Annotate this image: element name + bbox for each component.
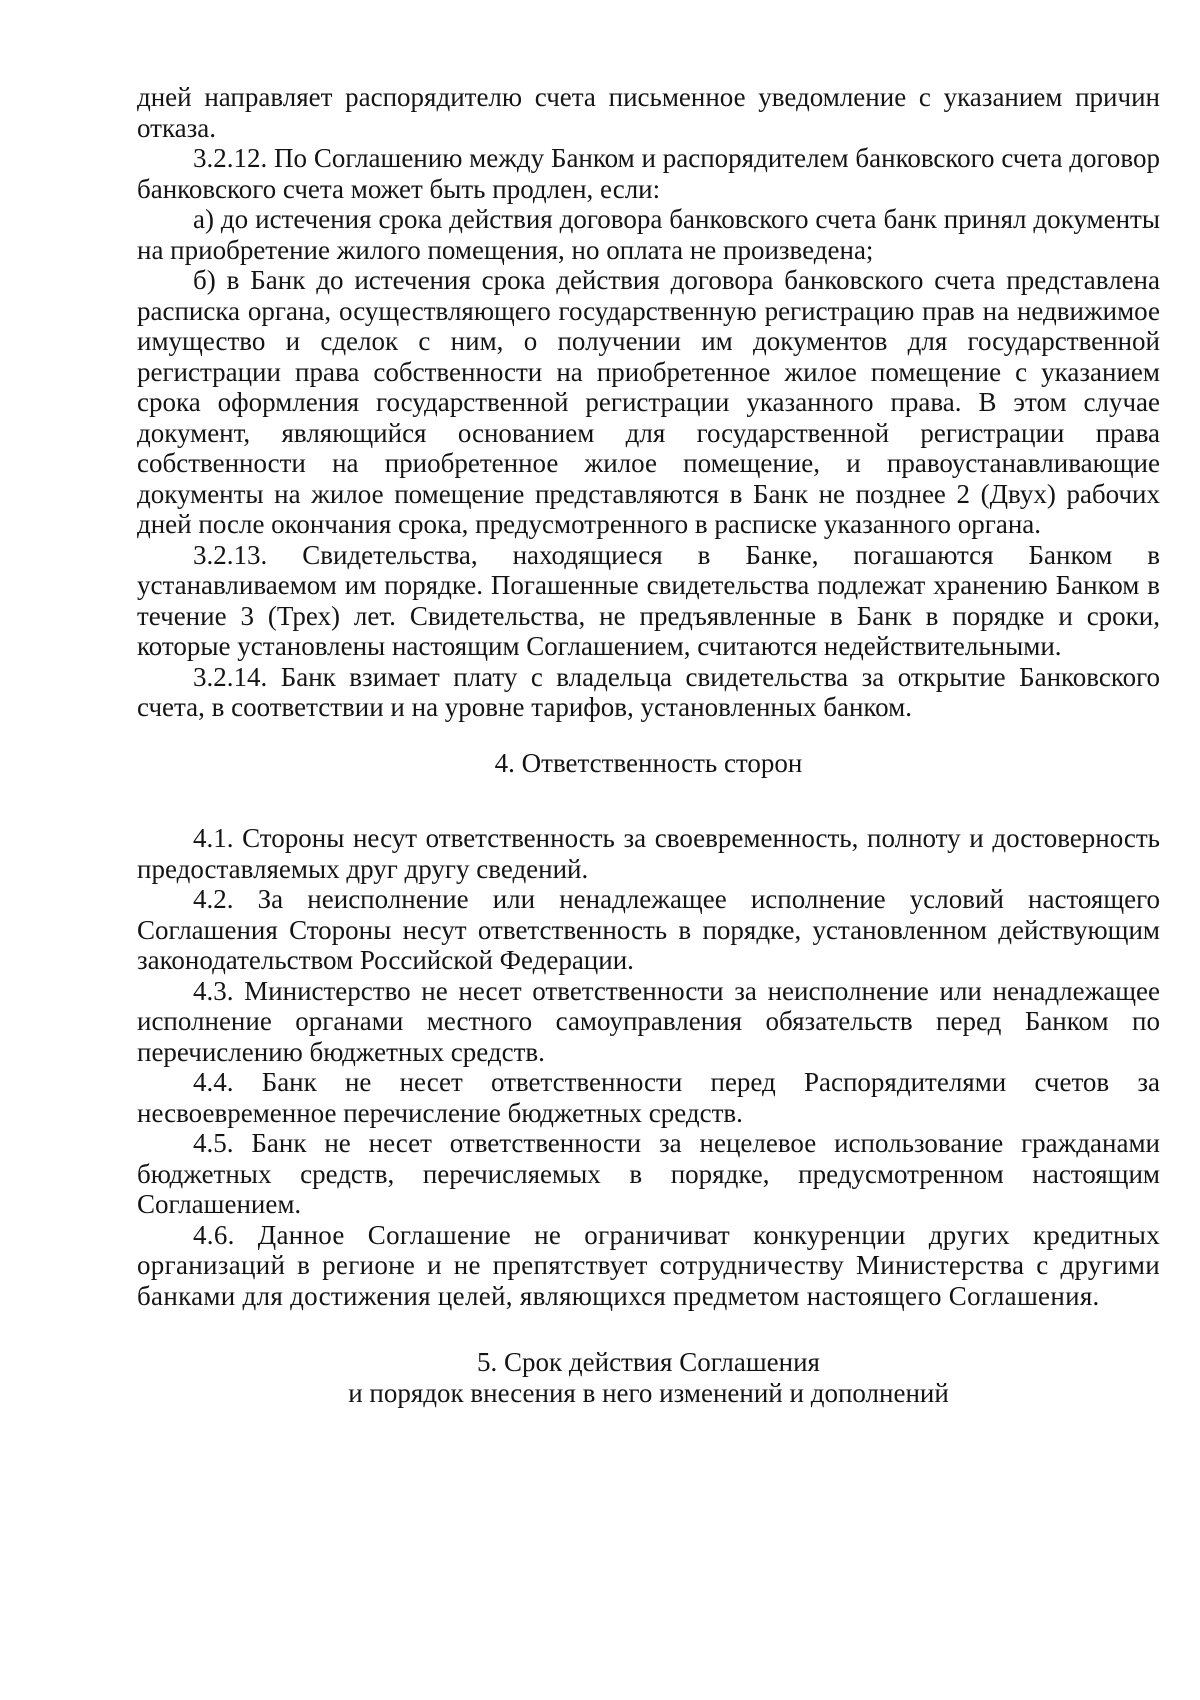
paragraph-3-2-12: 3.2.12. По Соглашению между Банком и распорядителем банковского счета договор банковского счета может быть продлен, если: bbox=[137, 143, 1160, 204]
paragraph-4-6: 4.6. Данное Соглашение не ограничиват конкуренции других кредитных организаций в регионе и не препятствует сотрудничеству Министерства с другими банками для достижения целей, являющихся предметом настоящего Соглашения. bbox=[137, 1219, 1160, 1311]
document-page bbox=[137, 82, 1160, 1408]
paragraph-4-1: 4.1. Стороны несут ответственность за своевременность, полноту и достоверность предоставляемых друг другу сведений. bbox=[137, 823, 1160, 884]
paragraph-3-2-11-continuation: дней направляет распорядителю счета письменное уведомление с указанием причин отказа. bbox=[137, 82, 1160, 143]
paragraph-4-5: 4.5. Банк не несет ответственности за нецелевое использование гражданами бюджетных средств, перечисляемых в порядке, предусмотренном настоящим Соглашением. bbox=[137, 1128, 1160, 1219]
paragraph-4-4: 4.4. Банк не несет ответственности перед Распорядителями счетов за несвоевременное перечисление бюджетных средств. bbox=[137, 1067, 1160, 1128]
paragraph-3-2-12-b: б) в Банк до истечения срока действия договора банковского счета представлена расписка органа, осуществляющего государственную регистрацию прав на недвижимое имущество и сделок с ним, о получении им документов для государственной регистрации права собственности на приобретенное жилое помещение с указанием срока оформления государственной регистрации указанного права. В этом случае документ, являющийся основанием для государственной регистрации права собственности на приобретенное жилое помещение, и правоустанавливающие документы на жилое помещение представляются в Банк не позднее 2 (Двух) рабочих дней после окончания срока, предусмотренного в расписке указанного органа. bbox=[137, 265, 1160, 539]
section-5-heading-line-1: 5. Срок действия Соглашения bbox=[477, 1347, 820, 1377]
section-5-heading bbox=[137, 1347, 1160, 1408]
paragraph-4-3: 4.3. Министерство не несет ответственности за неисполнение или ненадлежащее исполнение органами местного самоуправления обязательств перед Банком по перечислению бюджетных средств. bbox=[137, 975, 1160, 1067]
paragraph-3-2-13: 3.2.13. Свидетельства, находящиеся в Банке, погашаются Банком в устанавливаемом им порядке. Погашенные свидетельства подлежат хранению Банком в течение 3 (Трех) лет. Свидетельства, не предъявленные в Банк в порядке и сроки, которые установлены настоящим Соглашением, считаются недействительными. bbox=[137, 539, 1160, 661]
paragraph-4-2: 4.2. За неисполнение или ненадлежащее исполнение условий настоящего Соглашения Стороны несут ответственность в порядке, установленном действующим законодательством Российской Федерации. bbox=[137, 884, 1160, 975]
paragraph-3-2-12-a: а) до истечения срока действия договора банковского счета банк принял документы на приобретение жилого помещения, но оплата не произведена; bbox=[137, 204, 1160, 265]
section-4-heading: 4. Ответственность сторон bbox=[494, 747, 803, 778]
section-5-heading-line-2: и порядок внесения в него изменений и дополнений bbox=[348, 1377, 949, 1408]
paragraph-3-2-14: 3.2.14. Банк взимает плату с владельца свидетельства за открытие Банковского счета, в соответствии и на уровне тарифов, установленных банком. bbox=[137, 661, 1160, 722]
